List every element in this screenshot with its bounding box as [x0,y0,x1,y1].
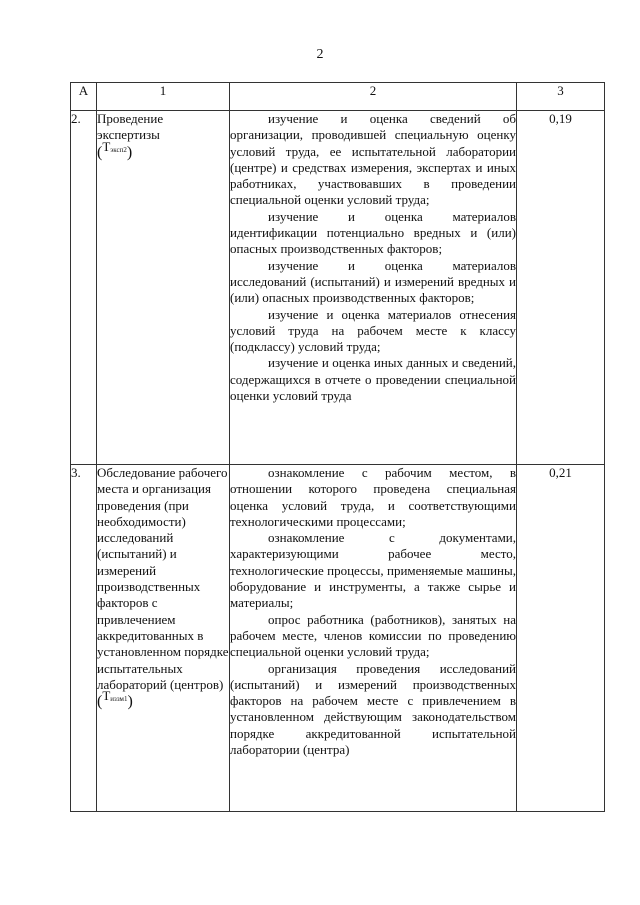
description-paragraph: изучение и оценка материалов отнесения условий труда на рабочем месте к классу (подклассу) условий труда; [230,306,516,355]
stage-description [230,111,517,465]
table-header-row [71,83,605,111]
expertise-table [70,82,605,812]
description-paragraph: изучение и оценка материалов исследований (испытаний) и измерений вредных и (или) опасных производственных факторов; [230,257,516,306]
row-number: 2. [71,111,97,465]
row-number: 3. [71,465,97,812]
coefficient-value: 0,21 [517,465,605,812]
time-formula: (Tэксп2) [97,138,133,161]
formula-subscript: эксп2 [110,145,127,154]
stage-name: Проведение экспертизы [97,111,164,143]
header-cell-3: 3 [517,83,605,111]
formula-subscript: иззм1 [110,695,128,704]
description-paragraph: ознакомление с рабочим местом, в отношении которого проведена специальная оценка условий труда, и соответствующими технологическими процессами; [230,465,516,529]
coefficient-value: 0,19 [517,111,605,465]
table-row [71,111,605,465]
description-paragraph: изучение и оценка иных данных и сведений, содержащихся в отчете о проведении специальной оценки условий труда [230,355,516,404]
header-cell-a: А [71,83,97,111]
stage-description [230,465,517,812]
formula-symbol: T [102,688,111,704]
formula-symbol: T [102,138,111,154]
description-paragraph: ознакомление с документами, характеризующими рабочее место, технологические процессы, применяемые машины, оборудование и инструменты, а также сырье и материалы; [230,530,516,611]
time-formula: (Tиззм1) [97,688,133,711]
header-cell-2: 2 [230,83,517,111]
header-cell-1: 1 [97,83,230,111]
stage-name-cell [97,111,230,465]
table-row [71,465,605,812]
description-paragraph: изучение и оценка сведений об организации, проводившей специальную оценку условий труда, ее испытательной лаборатории (центре) и средствах измерения, экспертах и иных работниках, участвовавших в проведении специальной оценки условий труда; [230,111,516,208]
description-paragraph: организация проведения исследований (испытаний) и измерений производственных факторов на рабочем месте с привлечением в установленном действующим законодательством порядке аккредитованной испытательной лаборатории (центра) [230,660,516,758]
page-number: 2 [316,47,324,62]
description-paragraph: опрос работника (работников), занятых на рабочем месте, членов комиссии по проведению специальной оценки условий труда; [230,611,516,660]
stage-name: Обследование рабочего места и организация проведения (при необходимости) исследований (испытаний) и измерений производственных факторов с привлечением аккредитованных в установленном порядке испытательных лабораторий (центров) [97,465,229,692]
stage-name-cell [97,465,230,812]
description-paragraph: изучение и оценка материалов идентификации потенциально вредных и (или) опасных производственных факторов; [230,208,516,257]
